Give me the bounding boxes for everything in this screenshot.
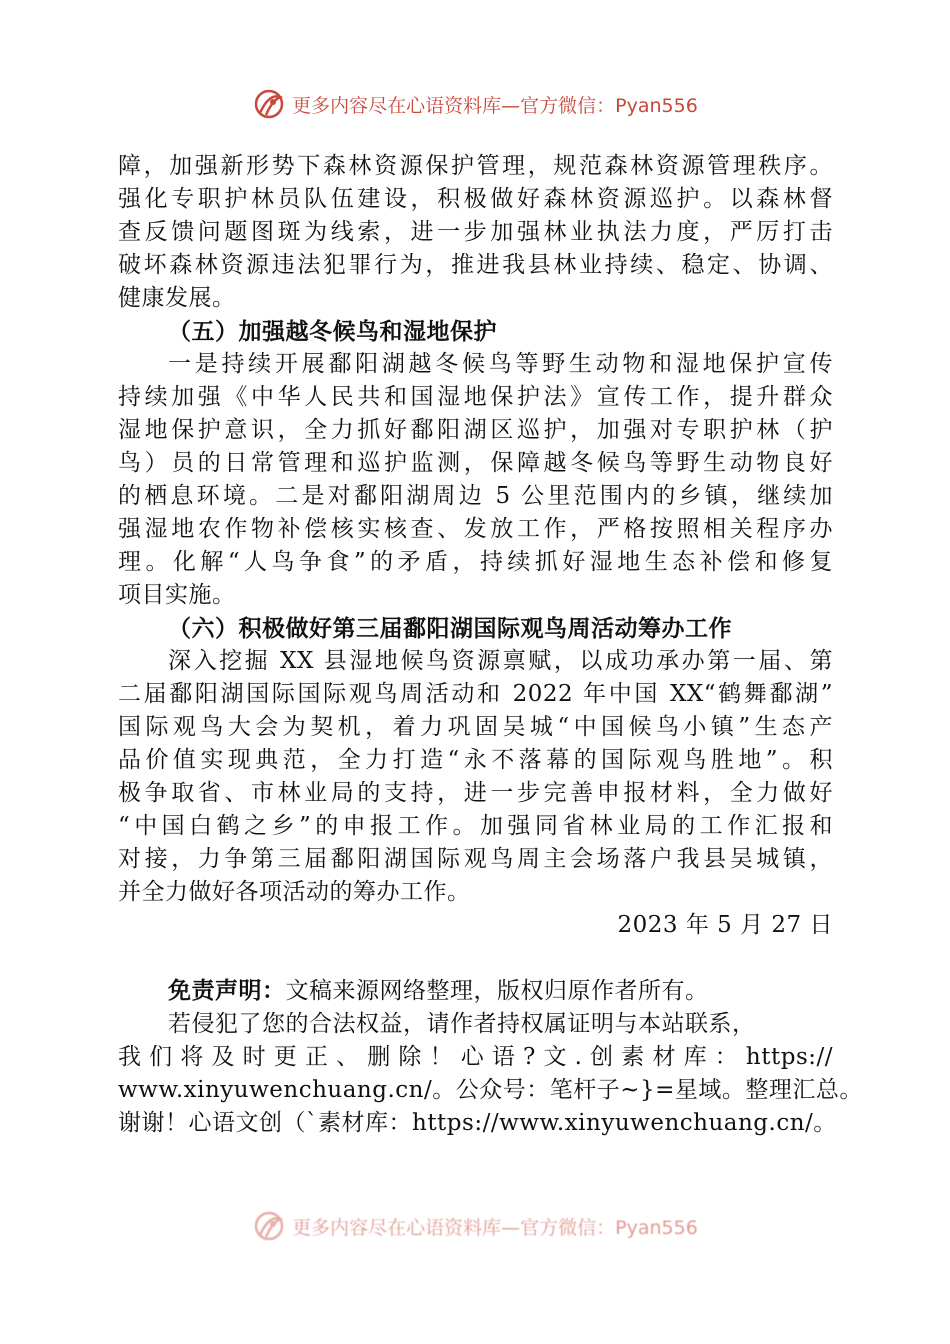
paragraph-line: 对接，力争第三届鄱阳湖国际观鸟周主会场落户我县吴城镇， xyxy=(118,846,833,872)
header-banner xyxy=(0,84,950,124)
disclaimer-line xyxy=(118,975,833,1008)
paragraph-line: 品价值实现典范，全力打造“永不落幕的国际观鸟胜地”。积 xyxy=(118,747,833,773)
paragraph-line: 深入挖掘 XX 县湿地候鸟资源禀赋，以成功承办第一届、第 xyxy=(168,648,833,674)
paragraph-line: 国际观鸟大会为契机，着力巩固吴城“中国候鸟小镇”生态产 xyxy=(118,714,833,740)
swirl-logo-icon xyxy=(252,1209,286,1243)
paragraph-line: 二届鄱阳湖国际国际观鸟周活动和 2022 年中国 XX“鹤舞鄱湖” xyxy=(118,681,833,707)
document-date: 2023 年 5 月 27 日 xyxy=(617,912,833,938)
header-banner-text: 更多内容尽在心语资料库—官方微信：Pyan556 xyxy=(292,94,698,117)
paragraph-line: 的栖息环境。二是对鄱阳湖周边 5 公里范围内的乡镇，继续加 xyxy=(118,483,833,509)
paragraph-line: 鸟）员的日常管理和巡护监测，保障越冬候鸟等野生动物良好 xyxy=(118,450,833,476)
paragraph-line: 强化专职护林员队伍建设，积极做好森林资源巡护。以森林督 xyxy=(118,186,833,212)
paragraph-line: 理。化解“人鸟争食”的矛盾，持续抓好湿地生态补偿和修复 xyxy=(118,549,833,575)
paragraph-line: 健康发展。 xyxy=(118,285,236,311)
paragraph-line: 湿地保护意识，全力抓好鄱阳湖区巡护，加强对专职护林（护 xyxy=(118,417,833,443)
paragraph-line: 查反馈问题图斑为线索，进一步加强林业执法力度，严厉打击 xyxy=(118,219,833,245)
paragraph-line: 并全力做好各项活动的筹办工作。 xyxy=(118,879,471,905)
paragraph-line: “中国白鹤之乡”的申报工作。加强同省林业局的工作汇报和 xyxy=(118,813,833,839)
disclaimer-line: www.xinyuwenchuang.cn/。公众号：笔杆子~}=星域。整理汇总。 xyxy=(118,1077,863,1103)
footer-banner xyxy=(0,1206,950,1246)
section-heading-5: （五）加强越冬候鸟和湿地保护 xyxy=(168,318,497,345)
section-heading-6: （六）积极做好第三届鄱阳湖国际观鸟周活动筹办工作 xyxy=(168,615,732,642)
disclaimer-line: 我们将及时更正、删除！心语?文.创素材库：https:// xyxy=(118,1044,833,1070)
document-body xyxy=(118,150,863,1140)
paragraph-line: 强湿地农作物补偿核实核查、发放工作，严格按照相关程序办 xyxy=(118,516,833,542)
disclaimer-text: 文稿来源网络整理，版权归原作者所有。 xyxy=(285,978,709,1004)
paragraph-line: 极争取省、市林业局的支持，进一步完善申报材料，全力做好 xyxy=(118,780,833,806)
paragraph-line: 破坏森林资源违法犯罪行为，推进我县林业持续、稳定、协调、 xyxy=(118,252,833,278)
paragraph-line: 障，加强新形势下森林资源保护管理，规范森林资源管理秩序。 xyxy=(118,153,833,179)
paragraph-line: 一是持续开展鄱阳湖越冬候鸟等野生动物和湿地保护宣传 xyxy=(168,351,833,377)
footer-banner-text: 更多内容尽在心语资料库—官方微信：Pyan556 xyxy=(292,1216,698,1239)
disclaimer-line: 若侵犯了您的合法权益，请作者持权属证明与本站联系， xyxy=(168,1011,756,1037)
paragraph-line: 项目实施。 xyxy=(118,582,236,608)
disclaimer-line: 谢谢！心语文创（`素材库：https://www.xinyuwenchuang.cn/。 xyxy=(118,1110,837,1136)
disclaimer-label: 免责声明： xyxy=(168,978,286,1004)
swirl-logo-icon xyxy=(252,87,286,121)
paragraph-line: 持续加强《中华人民共和国湿地保护法》宣传工作，提升群众 xyxy=(118,384,833,410)
